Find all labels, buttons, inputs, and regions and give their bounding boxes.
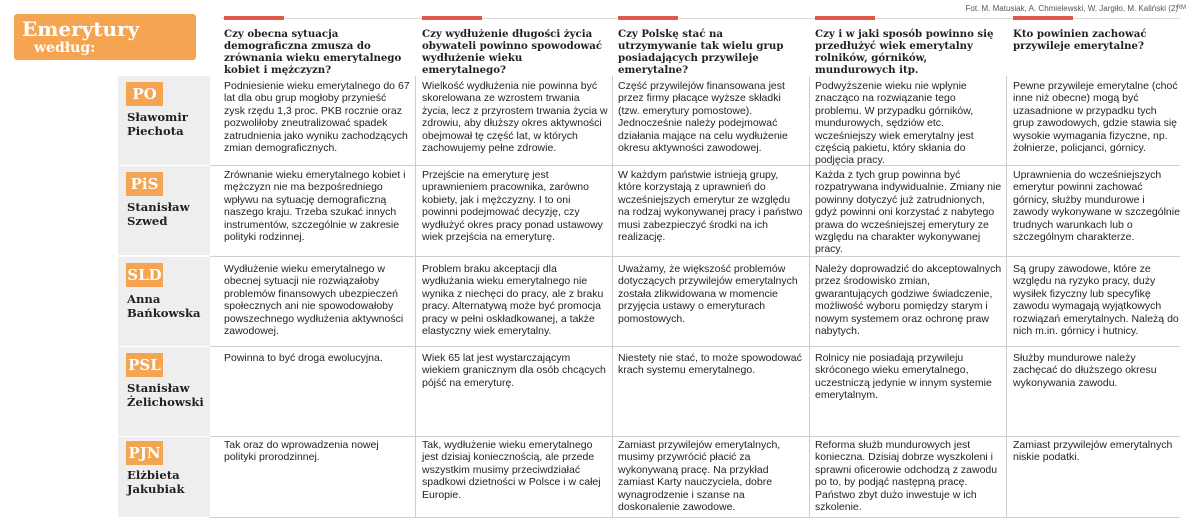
- row-divider: [210, 165, 1180, 166]
- politician-name: Anna Bańkowska: [127, 292, 201, 320]
- column-divider: [415, 76, 416, 517]
- page-subtitle: według:: [34, 40, 96, 56]
- answer-cell: Rolnicy nie posiadają przywileju skróconego wieku emerytalnego, uczestniczą jedynie w innym systemie emerytalnym.: [815, 352, 992, 402]
- question-accent-bar: [618, 16, 678, 20]
- party-badge-psl: [126, 353, 163, 377]
- answer-cell: Podniesienie wieku emerytalnego do 67 lat dla obu grup mogłoby przynieść zysk rzędu 1,3 proc. PKB rocznie oraz pozwoliłoby zneutralizować spadek zatrudnienia jako wyniku zachodzących zmian demograficznych.: [224, 80, 410, 155]
- question-text: Czy obecna sytuacja demograficzna zmusza do zrównania wieku emerytalnego kobiet i mężczyzn?: [224, 28, 402, 76]
- party-badge-po: [126, 82, 163, 106]
- answer-cell: Uważamy, że większość problemów dotyczących przywilejów emerytalnych została zlikwidowana w momencie przyjęcia ustawy o emeryturach pomostowych.: [618, 263, 798, 325]
- column-divider: [1006, 76, 1007, 517]
- answer-cell: Przejście na emeryturę jest uprawnieniem pracownika, zarówno kobiety, jak i mężczyzny. I to oni powinni podejmować decyzję, czy wydłużyć okres pracy ponad ustawowy wiek przejścia na emeryturę.: [422, 169, 603, 244]
- photo-credit: Fot. M. Matusiak, A. Chmielewski, W. Jargiło, M. Kaliński (2): [965, 4, 1178, 13]
- answer-cell: Część przywilejów finansowana jest przez firmy płacące wyższe składki (tzw. emerytury pomostowe). Jednocześnie należy podejmować działania mające na celu wydłużenie okresu aktywności zawodowej.: [618, 80, 788, 155]
- answer-cell: Należy doprowadzić do akceptowalnych przez środowisko zmian, gwarantujących godziwe świadczenie, możliwość wyboru pomiędzy starym i nowym systemem oraz ochronę praw nabytych.: [815, 263, 1002, 338]
- row-divider: [210, 256, 1180, 257]
- answer-cell: Pewne przywileje emerytalne (choć inne niż obecne) mogą być uzasadnione w przypadku tych grup zawodowych, gdzie stawia się wysokie wymagania fizyczne, np. żołnierze, policjanci, górnicy.: [1013, 80, 1178, 155]
- column-divider: [612, 76, 613, 517]
- question-accent-bar: [422, 16, 482, 20]
- answer-cell: Podwyższenie wieku nie wpłynie znacząco na rozwiązanie tego problemu. W przypadku górników, mundurowych, sędziów etc. wcześniejszy wiek emerytalny jest częścią pakietu, który skłania do podjęcia pracy.: [815, 80, 974, 167]
- question-header-3: [618, 18, 804, 78]
- party-abbreviation: PJN: [128, 444, 161, 462]
- politician-name: Elżbieta Jakubiak: [127, 468, 185, 496]
- question-text: Kto powinien zachować przywileje emerytalne?: [1013, 28, 1147, 52]
- answer-cell: W każdym państwie istnieją grupy, które korzystają z uprawnień do wcześniejszych emerytur ze względu na rodzaj wykonywanej pracy i państwo musi zabezpieczyć środki na ich realizację.: [618, 169, 803, 244]
- credit-mark: RM: [1176, 5, 1186, 11]
- answer-cell: Uprawnienia do wcześniejszych emerytur powinni zachować górnicy, służby mundurowe i zawody wykonywane w szczególnie trudnych warunkach lub o szczególnym charakterze.: [1013, 169, 1180, 244]
- answer-cell: Wielkość wydłużenia nie powinna być skorelowana ze wzrostem trwania życia, lecz z przyrostem trwania życia w zdrowiu, aby dłuższy okres aktywności obejmował tę część lat, w których zachowujemy pełne zdrowie.: [422, 80, 608, 155]
- row-divider: [210, 517, 1180, 518]
- question-accent-bar: [815, 16, 875, 20]
- politician-name: Stanisław Żelichowski: [127, 381, 204, 409]
- party-abbreviation: SLD: [127, 266, 162, 284]
- answer-cell: Tak oraz do wprowadzenia nowej polityki prorodzinnej.: [224, 439, 379, 464]
- section-title-box: [14, 14, 196, 60]
- question-accent-bar: [1013, 16, 1073, 20]
- question-text: Czy Polskę stać na utrzymywanie tak wielu grup posiadających przywileje emerytalne?: [618, 28, 784, 76]
- politician-name: Stanisław Szwed: [127, 200, 190, 228]
- answer-cell: Zamiast przywilejów emerytalnych niskie podatki.: [1013, 439, 1173, 464]
- row-divider: [210, 346, 1180, 347]
- party-badge-pis: [126, 172, 163, 196]
- question-header-1: [224, 18, 410, 78]
- page-title: Emerytury: [22, 17, 140, 41]
- party-abbreviation: PSL: [128, 356, 161, 374]
- politician-name: Sławomir Piechota: [127, 110, 188, 138]
- party-badge-pjn: [126, 441, 163, 465]
- question-accent-bar: [224, 16, 284, 20]
- answer-cell: Tak, wydłużenie wieku emerytalnego jest dzisiaj koniecznością, ale przede wszystkim musimy przeciwdziałać spadkowi dzietności w Polsce i w całej Europie.: [422, 439, 601, 501]
- party-abbreviation: PiS: [130, 175, 159, 193]
- party-badge-sld: [126, 263, 163, 287]
- answer-cell: Zrównanie wieku emerytalnego kobiet i mężczyzn nie ma bezpośredniego wpływu na sytuację demograficzną naszego kraju. Trzeba szukać innych instrumentów, szczególnie w zakresie polityki rodzinnej.: [224, 169, 406, 244]
- answer-cell: Każda z tych grup powinna być rozpatrywana indywidualnie. Zmiany nie powinny dotyczyć już zatrudnionych, gdyż powinni oni korzystać z nabytego prawa do wcześniejszej emerytury ze względu na charakter wykonywanej pracy.: [815, 169, 1002, 256]
- answer-cell: Zamiast przywilejów emerytalnych, musimy przywrócić płacić za wykonywaną pracę. Na przykład zamiast Karty nauczyciela, dobre wynagrodzenie i szanse na doskonalenie zawodowe.: [618, 439, 781, 514]
- answer-cell: Służby mundurowe należy zachęcać do dłuższego okresu wykonywania zawodu.: [1013, 352, 1157, 389]
- answer-cell: Reforma służb mundurowych jest konieczna. Dzisiaj dobrze wyszkoleni i sprawni oficerowie odchodzą z zawodu po to, by podjąć następną pracę. Państwo zbyt dużo inwestuje w ich szkolenie.: [815, 439, 998, 514]
- question-header-5: [1013, 18, 1180, 78]
- answer-cell: Niestety nie stać, to może spowodować krach systemu emerytalnego.: [618, 352, 802, 377]
- question-header-4: [815, 18, 1003, 78]
- question-header-2: [422, 18, 608, 78]
- answer-cell: Wydłużenie wieku emerytalnego w obecnej sytuacji nie rozwiązałoby problemów finansowych ubezpieczeń społecznych ani nie spowodowałoby powszechnego wydłużenia aktywności zawodowej.: [224, 263, 404, 338]
- answer-cell: Są grupy zawodowe, które ze względu na ryzyko pracy, duży wysiłek fizyczny lub specyfikę zawodu wymagają wyjątkowych rozwiązań emerytalnych. Należą do nich m.in. górnicy i hutnicy.: [1013, 263, 1179, 338]
- question-text: Czy wydłużenie długości życia obywateli powinno spowodować wydłużenie wieku emerytalnego?: [422, 28, 603, 76]
- row-divider: [210, 436, 1180, 437]
- answer-cell: Wiek 65 lat jest wystarczającym wiekiem granicznym dla osób chcących pójść na emeryturę.: [422, 352, 606, 389]
- party-abbreviation: PO: [132, 85, 157, 103]
- answer-cell: Powinna to być droga ewolucyjna.: [224, 352, 383, 364]
- answer-cell: Problem braku akceptacji dla wydłużania wieku emerytalnego nie wynika z niechęci do pracy, ale z braku pracy. Alternatywą może być promocja pracy w pełni oskładkowanej, a także elastyczny wiek emerytalny.: [422, 263, 604, 338]
- question-text: Czy i w jaki sposób powinno się przedłużyć wiek emerytalny rolników, górników, mundurowych itp.: [815, 28, 994, 76]
- column-divider: [809, 76, 810, 517]
